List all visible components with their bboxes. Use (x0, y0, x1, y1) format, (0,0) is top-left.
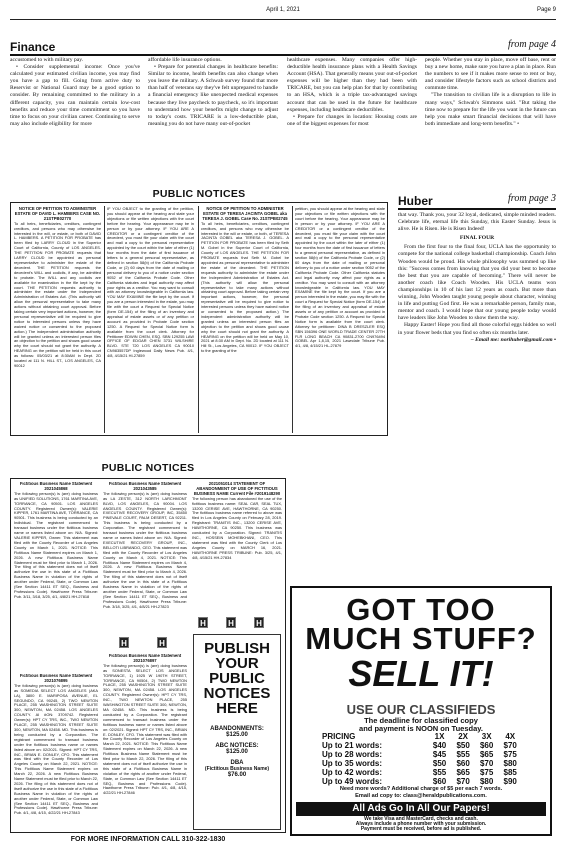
table-row (322, 741, 522, 750)
table-row (322, 777, 522, 786)
table-cell: $65 (479, 750, 494, 759)
table-cell: $45 (432, 750, 447, 759)
ad-headline: NOTICES (203, 685, 271, 702)
fbn-notice (103, 654, 187, 830)
huber-paragraph: From the first four to the final four, UCLA has the opportunity to compete for the national college basketball championship. Coach John Wooden would be proud. His whole philosophy was summed up like this: "Success comes from knowing that you did your best to become the best that you are capable of becoming." There will never be another coach like Coach Wooden. His UCLA teams won championships in 10 of his last 12 years as coach. But more than winning, John Wooden taught young people about character, winning in life and putting God first. He was a remarkable person, family man, mentor and coach. I would hope that our young people today would have leaders like John Wooden to show them the way. (398, 244, 556, 322)
finance-paragraph: people. Whether you stay in place, move off base, rent or buy a new home, make sure you have a plan in place. Run the numbers to see if it makes more sense to rent or buy, and consider lifestyle factors such as school districts and commute time. (425, 57, 556, 92)
ad-price: $76.00 (227, 772, 247, 778)
ad-headline: PUBLISH (204, 640, 270, 657)
table-row (322, 768, 522, 777)
notice-body: The following person has abandoned the use of the fictitious business name: SEAL CAR, SEAL TUX, 13200 CERISE AVE, HAWTHORNE, CA 90250. The fictitious business name referred to above was filed in Los Angeles County on February 28, 2019. Registrant: TRANITIS INC., 13200 CERISE AVE, HAWTHORNE, CA 90250. This business was conducted by a Corporation. Signed: TRANITIS INC., HOSSEIN MOHEBKHANI, CEO. This statement was filed with the County Clerk of Los Angeles County on MARCH 16, 2021. HAWTHORNE PRESS TRIBUNE: Pub. 3/25, 4/1, 4/8, 4/15/21 HH-27834 (192, 495, 282, 560)
notice-body: petition, you should appear at the hearing and state your objections or file written objections with the court before the hearing. Your appearance may be in person or by your attorney. IF YOU ARE A CREDITOR or a contingent creditor of the decedent, you must file your claim with the court and mail a copy to the personal representative appointed by the court within the later of either (1) four months from the date of first issuance of letters to a general personal representative, as defined in section 58(b) of the California Probate Code, or (2) 60 days from the date of mailing or personal delivery to you of a notice under section 9052 of the California Probate Code. Other California statutes and legal authority may affect your rights as a creditor. You may want to consult with an attorney knowledgeable in California law. YOU MAY EXAMINE the file kept by the court. If you are a person interested in the estate, you may file with the court a Request for Special Notice (form DE-154) of the filing of an inventory and appraisal of estate assets or of any petition or account as provided in Probate Code section 1250. A Request for Special Notice form is available from the court clerk. Attorney for petitioner: DINA B DRESZLER ESQ SBN 156396 ONE WORLD TRADE CENTER 27TH FLR LONG BEACH CA 90831-2700 CN976494 GOBEL Apr 1,8,15, 2021 Lawndale Tribune Pub. 4/1, 4/8, 4/15/21 HL-27879 (295, 207, 385, 349)
table-header: 2X (458, 732, 469, 741)
finance-paragraph: • Consider supplemental income: Once you've calculated your estimated civilian income, you may find you have a gap to fill. Going from active duty to Reservist or National Guard may be a good option to consider. By remaining committed to the military in a different capacity, you can maintain certain low-cost benefits and reduce your time commitment so you have time to focus on your civilian career. Continuing to serve may also include eligibility for more (10, 64, 140, 127)
notice-body: IF YOU OBJECT to the granting of the petition, you should appear at the hearing and state your objections or file written objections with the court before the hearing. Your appearance may be in person or by your attorney. IF YOU ARE A CREDITOR or a contingent creditor of the decedent, you must file your claim with the court and mail a copy to the personal representative appointed by the court within the later of either (1) four months from the date of first issuance of letters to a general personal representative, as defined in section 58(b) of the California Probate Code, or (2) 60 days from the date of mailing or personal delivery to you of a notice under section 9052 of the California Probate Code. Other California statutes and legal authority may affect your rights as a creditor. You may want to consult with an attorney knowledgeable in California law. YOU MAY EXAMINE the file kept by the court. If you are a person interested in the estate, you may file with the court a Request for Special Notice (form DE-154) of the filing of an inventory and appraisal of estate assets or of any petition or account as provided in Probate Code section 1250. A Request for Special Notice form is available from the court clerk. Attorney for Petitioner EDWIN CHEN, ESQ. SBN 129255 LAW OFFICE OF EDGAR CHEN 3731 WILSHIRE BLVD. STE 720 LOS ANGELES CA 90010 CN983557DP Inglewood Daily News Pub. 4/1, 4/8, 4/15/21 HI-27859 (107, 207, 194, 359)
huber-paragraph: that way. Thank you, your 32 loyal, dedicated, simple minded readers. Celebrate life, eternal life this Sunday, this Easter Sunday. Jesus is alive. He is Risen. He is Risen Indeed! (398, 212, 556, 233)
fbn-notice (103, 482, 187, 632)
ad-headline: HERE (216, 700, 258, 717)
notice-body: To all heirs, beneficiaries, creditors, contingent creditors, and persons who may otherwise be interested in the will or estate, or both, of TERESA JACINTA GOBEL aka TERESA J. GOBEL. A PETITION FOR PROBATE has been filed by Seth M. Gobel in the Superior Court of California, County of LOS ANGELES. THE PETITION FOR PROBATE requests that Seth M. Gobel be appointed as personal representative to administer the estate of the decedent. THE PETITION requests authority to administer the estate under the Independent Administration of Estates Act. (This authority will allow the personal representative to take many actions without obtaining court approval. Before taking certain very important actions, however, the personal representative will be required to give notice to interested persons unless they have waived notice or consented to the proposed action.) The independent administration authority will be granted unless an interested person files an objection to the petition and shows good cause why the court should not grant the authority. A HEARING on the petition will be held on May 10, 2021 at 8:30 AM in Dept. No. 2D located at 111 N. Hill St., Los Angeles, CA 90012. IF YOU OBJECT to the granting of the (201, 220, 289, 354)
table-cell: $50 (432, 759, 447, 768)
prepay-note: Payment must be received, before ad is published. (360, 826, 482, 832)
table-cell: Up to 21 words: (322, 741, 383, 750)
ad-price: $125.00 (226, 732, 248, 738)
notice-heading: Fictitious Business Name Statement 2021043585 (108, 482, 182, 491)
notice-heading: Fictitious Business Name Statement 2021076895 (19, 674, 93, 683)
publish-notices-ad (193, 634, 281, 830)
more-words-note: Need more words? Additional charge of $5 per each 7 words. (339, 786, 503, 792)
table-cell: Up to 35 words: (322, 759, 383, 768)
herald-h-icon: H (157, 637, 167, 648)
ad-headline-sell: SELL IT! (348, 653, 494, 694)
table-header: PRICING (322, 732, 356, 741)
notice-heading: NOTICE OF PETITION TO ADMINISTER ESTATE OF DAVID L. HAMBERS CASE NO. 21STPB02770 (14, 207, 101, 221)
table-cell: $90 (503, 777, 517, 786)
notice-body: The following person(s) is (are) doing business as SOMEDIA SELECT LOS ANGELES (AKA LA), 3800 E. MARIPOSA AVENUE, EL SEGUNDO, CA 90245, 2) TWO NEWTON PLACE, 255 WASHINGTON STREET SUITE 300, NEWTON, MA 02458. LOS ANGELES COUNTY. AI #ON: 3709742. Registered Owner(s): HPT CY TRS, INC., TWO NEWTON PLACE, 255 WASHINGTON STREET SUITE 300, NEWTON, MA 02458. MD. This business is being conducted by a Corporation. The registrant commenced to transact business under the fictitious business name or names listed above on: 02/2021. Signed: HPT CY TRS, INC., BRIAN E. DONLEY, CFO. This statement was filed with the County Recorder of Los Angeles County on March 22, 2021. NOTICE: This Fictitious Name Statement expires on March 22, 2026. A new Fictitious Business Name Statement must be filed prior to March 22, 2026. The filing of this statement does not of itself authorize the use in this state of a Fictitious Business Name in violation of the rights of another under Federal, State, or Common Law (See Section 14411 ET SEQ., Business and Professions Code). Hawthorne Press Tribune: Pub. 4/1, 4/8, 4/15, 4/22/21 HH-27843 (14, 682, 98, 816)
email-note: Email ad copy to: class@heraldpublications.com. (355, 793, 487, 799)
ad-deadline: The deadline for classified copy (364, 716, 478, 725)
table-cell: $65 (456, 768, 470, 777)
finance-paragraph: healthcare expenses. Many companies offer high-deductible health insurance plans with a Health Savings Account (HSA). That generally means your out-of-pocket expenses will be higher than they had been with TRICARE, but you can help plan for that by contributing to an HSA, which is a triple tax-advantaged savings account that can be used in the future for healthcare expenses, including healthcare deductibles. (287, 57, 417, 113)
table-cell: Up to 28 words: (322, 750, 383, 759)
table-cell: $60 (432, 777, 447, 786)
public-notices-title-2: PUBLIC NOTICES (101, 462, 195, 474)
table-cell: $75 (503, 750, 517, 759)
ad-headline-2: MUCH STUFF? (305, 621, 537, 656)
public-notices-footer: FOR MORE INFORMATION CALL 310-322-1830 (70, 836, 226, 843)
table-header: 1X (434, 732, 445, 741)
ad-price-label: ABC NOTICES: (215, 743, 259, 749)
table-cell: $70 (503, 741, 517, 750)
finance-column-4 (425, 57, 556, 177)
notice-heading: Fictitious Business Name Statement 2021045868 (19, 482, 93, 491)
finance-paragraph: accustomed to with military pay. (10, 57, 84, 63)
notice-body: To all heirs, beneficiaries, creditors, contingent creditors, and persons who may otherwise be interested in the will, or estate, or both of DAVID L. HAMBERS. A PETITION FOR PROBATE has been filed by LARRY CLOUD in the Superior Court of California, County of LOS ANGELES. THE PETITION FOR PROBATE requests that LARRY CLOUD be appointed as personal representative to administer the estate of the decedent. THE PETITION requests the decedent's WILL and codicils, if any, be admitted to probate. The WILL and any codicils are available for examination in the file kept by the court. THE PETITION requests authority to administer the estate under the Independent Administration of Estates Act. (This authority will allow the personal representative to take many actions without obtaining court approval. Before taking certain very important actions, however, the personal representative will be required to give notice to interested persons unless they have waived notice or consented to the proposed action.) The independent administration authority will be granted unless an interested person files an objection to the petition and shows good cause why the court should not grant the authority. A HEARING on the petition will be held in this court as follows: 05/03/21 at 8:30AM in Dept. 2D located at 111 N. HILL ST., LOS ANGELES, CA 90012 (14, 220, 101, 368)
fbn-notice (14, 674, 98, 830)
ad-price: $125.00 (226, 749, 248, 755)
table-header: 3X (481, 732, 492, 741)
table-cell: $80 (503, 759, 517, 768)
notice-body: The following person(s) is (are) doing business as LA ZESTE, 312 NORTH LARCHMONT BLVD, LOS ANGELES, CA 90004. LOS ANGELES COUNTY. Registered Owner(s): EXECUTIVE RECOVERY GROUP, INC, 35450 PINEVALE COURT, PALM DESERT, CA 92211. This business is being conducted by a Corporation. The registrant commenced to transact business under the fictitious business name or names listed above on: N/A. Signed: EXECUTIVE RECOVERY GROUP, INC., BELLOTI LIBRANDO, CEO. This statement was filed with the County Recorder of Los Angeles County on March 4, 2021. NOTICE: This Fictitious Name Statement expires on March 4, 2026. A new Fictitious Business Name Statement must be filed prior to March 4, 2026. The filing of this statement does not of itself authorize the use in this state of a Fictitious Business Name in violation of the rights of another under Federal, State, or Common Law (See Section 14411 ET SEQ., Business and Professions Code). Hawthorne Press Tribune: Pub. 3/18, 3/25, 4/1, 4/8/21 HH-27823 (103, 490, 187, 609)
legal-notice-column (295, 207, 385, 433)
table-cell: Up to 49 words: (322, 777, 383, 786)
huber-title: Huber (398, 194, 433, 208)
herald-h-icon: H (198, 617, 208, 628)
huber-jump: from page 3 (508, 193, 556, 204)
ad-headline-1: GOT TOO (346, 592, 496, 627)
finance-paragraph: "The transition to civilian life is a disruption to life in many ways," Schwab's Simmons said. "But taking the time now to prepare for the life you want in the future can help you make smart financial decisions that will have both immediate and long-term benefits." • (425, 92, 556, 127)
public-notices-title: PUBLIC NOTICES (152, 188, 246, 200)
table-cell: $60 (479, 741, 494, 750)
finance-paragraph: affordable life insurance options. (148, 57, 222, 63)
ad-price-label: (Fictitious Business Name) (204, 766, 270, 772)
table-cell: Up to 42 words: (322, 768, 383, 777)
ad-price-label: DBA (230, 760, 244, 766)
classifieds-ad (290, 586, 552, 836)
herald-h-icon: H (226, 617, 236, 628)
finance-column-3 (287, 57, 417, 177)
table-cell: $85 (503, 768, 517, 777)
ad-headline: PUBLIC (209, 670, 265, 687)
table-header: 4X (505, 732, 516, 741)
table-cell: $55 (456, 750, 470, 759)
column-divider (104, 206, 105, 433)
column-divider (198, 206, 199, 433)
ad-subhead: USE OUR CLASSIFIEDS (346, 702, 496, 717)
table-cell: $40 (432, 741, 447, 750)
huber-signature: – Email me: norihuber@gmail.com • (470, 336, 556, 343)
table-row (322, 759, 522, 768)
table-cell: $80 (479, 777, 494, 786)
table-cell: $75 (479, 768, 494, 777)
notice-body: The following person(s) is (are) doing business as SONESTA SELECT LOS ANGELES TORRANCE, 1) 1925 W 190TH STREET, TORRANCE, CA 90504, 2) TWO NEWTON PLACE, 255 WASHINGTON STREET SUITE 300, NEWTON, MA 02458. LOS ANGELES COUNTY. Registered Owner(s): HPT CY TRS, INC., TWO NEWTON PLACE, 255 WASHINGTON STREET SUITE 300, NEWTON, MA 02458. MD. This business is being conducted by a Corporation. The registrant commenced to transact business under the fictitious business name or names listed above on: 02/2021. Signed: HPT CY TRS, INC., BRIAN E. DONLEY, CFO. This statement was filed with the County Recorder of Los Angeles County on March 22, 2021. NOTICE: This Fictitious Name Statement expires on March 22, 2026. A new Fictitious Business Name Statement must be filed prior to March 22, 2026. The filing of this statement does not of itself authorize the use in this state of a Fictitious Business Name in violation of the rights of another under Federal, State, or Common Law (See Section 14411 ET SEQ., Business and Professions Code). Hawthorne Press Tribune: Pub. 4/1, 4/8, 4/15, 4/22/21 HH-27846 (103, 662, 187, 796)
finance-title: Finance (10, 40, 56, 54)
abandonment-notice (192, 482, 282, 612)
legal-notice-column (14, 207, 101, 433)
ad-price-label: ABANDONMENTS: (210, 726, 264, 732)
huber-column (398, 212, 556, 452)
pricing-table (322, 732, 522, 786)
notice-heading: 2021051014 STATEMENT OF ABANDONMENT OF USE OF FICTITIOUS BUSINESS NAME Current File #2019148290 (193, 482, 281, 496)
table-cell: $50 (456, 741, 470, 750)
ad-deadline-2: and payment is NOON on Tuesday. (359, 724, 483, 733)
all-papers-banner: All Ads Go In All Our Papers! (296, 802, 546, 816)
notice-body: The following person(s) is (are) doing business as UNIFIED SOLUTIONS, 1761 MARTINA AVE, TORRANCE, CA 90501. LOS ANGELES COUNTY. Registered Owner(s): VALERIE KIPPER, 1761 MARTINA AVE, TORRANCE, CA 90501. This business is being conducted by an Individual. The registrant commenced to transact business under the fictitious business name or names listed above on: N/A. Signed: VALERIE KIPPER, Owner. This statement was filed with the County Recorder of Los Angeles County on March 1, 2021. NOTICE: This Fictitious Name Statement expires on March 1, 2026. A new Fictitious Business Name Statement must be filed prior to March 1, 2026. The filing of this statement does not of itself authorize the use in this state of a Fictitious Business Name in violation of the rights of another under Federal, State, or Common Law (See Section 14411 ET SEQ., Business and Professions Code). Hawthorne Press Tribune: Pub. 3/11, 3/18, 3/25, 4/1, 4/8/21 HH-27818 (14, 490, 98, 599)
notice-heading: NOTICE OF PETITION TO ADMINISTER ESTATE OF TERESA JACINTA GOBEL aka TERESA J. GOBEL Case No. 21STPB02745 (202, 207, 288, 221)
finance-rule (10, 54, 556, 56)
huber-rule (398, 208, 556, 210)
column-divider (292, 206, 293, 433)
notice-heading: Fictitious Business Name Statement 2021076897 (108, 654, 182, 663)
finance-column-1 (10, 57, 140, 177)
legal-notice-column (201, 207, 289, 433)
huber-subhead: FINAL FOUR (459, 235, 495, 242)
pricing-header-row (322, 732, 522, 741)
payment-note: We take Visa and MasterCard, checks and cash. (364, 816, 478, 822)
page-number: Page 9 (536, 7, 556, 13)
table-cell: $70 (456, 777, 470, 786)
finance-paragraph: • Prepare for potential changes in healthcare benefits: Similar to income, health benefits can also change when you leave the military. A Schwab survey found that more than half of veterans say they've felt unprepared to handle a financial emergency like unexpected medical expenses because they live paycheck to paycheck, so it's important to understand how your benefits might change to adjust to today's costs. TRICARE is a low-deductible plan, meaning you do not have many out-of-pocket (148, 64, 278, 127)
ad-headline: YOUR (215, 655, 259, 672)
legal-notice-column (107, 207, 194, 433)
table-cell: $60 (456, 759, 470, 768)
herald-h-icon: H (119, 637, 129, 648)
fbn-notice (14, 482, 98, 670)
page-header (10, 4, 556, 20)
table-cell: $55 (432, 768, 447, 777)
finance-jump: from page 4 (508, 39, 556, 50)
herald-h-icon: H (254, 617, 264, 628)
finance-column-2 (148, 57, 278, 177)
table-row (322, 750, 522, 759)
issue-date: April 1, 2021 (266, 7, 300, 13)
finance-paragraph: • Prepare for changes in location: Housing costs are one of the biggest expenses for most (287, 113, 417, 127)
huber-paragraph: Happy Easter! Hope you find all those colorful eggs hidden so well in your flower beds that you find so often six months later. (398, 322, 556, 336)
table-cell: $70 (479, 759, 494, 768)
phone-note: Always include a phone number with your submission. (355, 821, 487, 827)
